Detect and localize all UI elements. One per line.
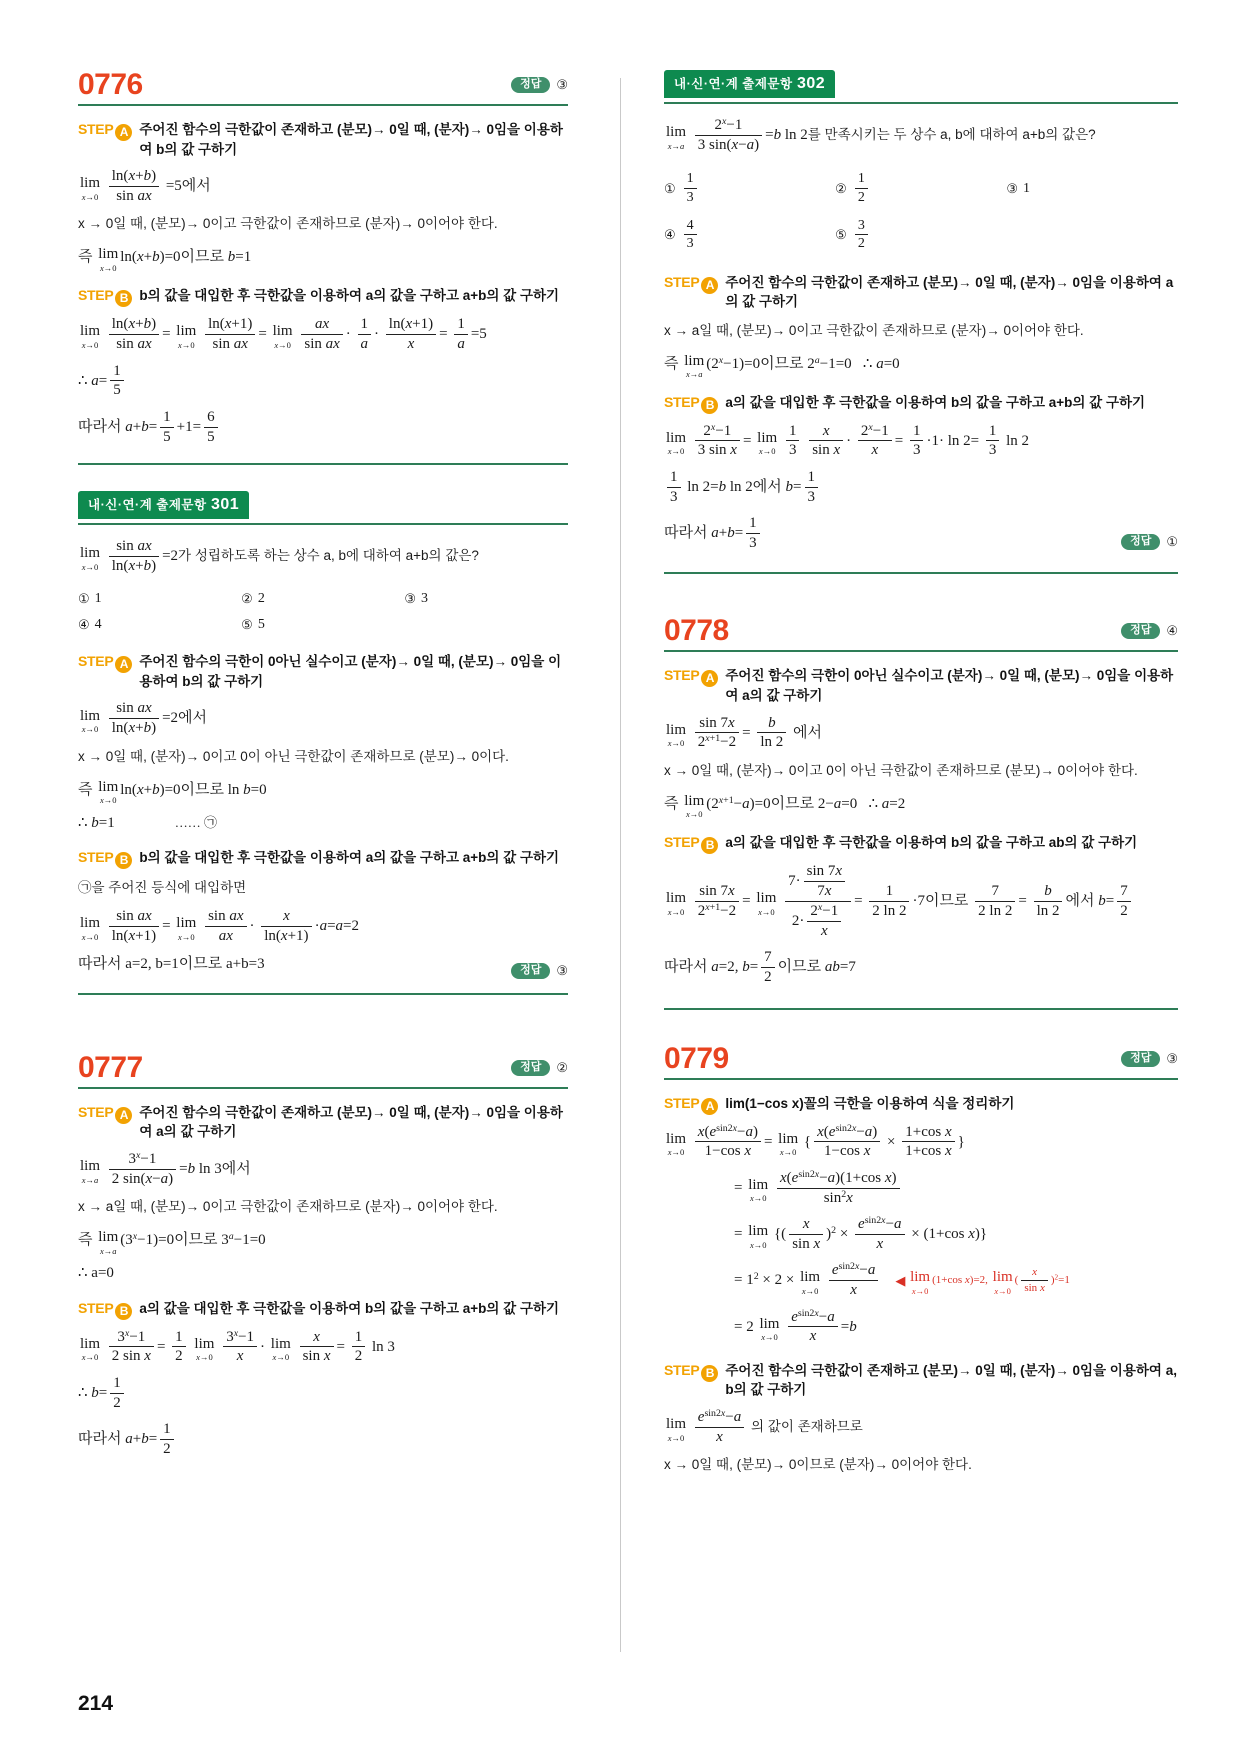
- step-b-0776: [78, 286, 568, 307]
- step-text: a의 값을 대입한 후 극한값을 이용하여 b의 값을 구하고 a+b의 값 구하기: [725, 394, 1146, 410]
- conclusion: 따라서 a+b= $\frac{1}{5}$ +1= $\frac{6}{5}$: [78, 408, 568, 447]
- answer-badge: [511, 1060, 568, 1076]
- problem-number: 0778: [664, 614, 729, 648]
- equation: lim x→a $\frac{3^x-1}{2 \sin(x-a)}$ =b ln 3에서: [80, 1150, 251, 1187]
- choice-4[interactable]: ④ $\frac{4}{3}$: [664, 217, 835, 254]
- step-b-302: [664, 393, 1178, 414]
- text-line-2: 즉 lim x→a $(2^x-1)=0$이므로 $2^a-1=0$ ∴ a=0: [664, 352, 900, 380]
- choices-301: [78, 586, 568, 638]
- step-badge-b: B: [701, 397, 718, 414]
- answer-badge: [1121, 623, 1178, 639]
- equation-2: lim x→0 $\frac{3^x-1}{\text{2 sin x}}$ = $\frac{1}{2}$ lim x→0 $\frac{3^x-1}{x}$ · lim x→0 $\frac{x}{\text{sin x}}$ = $\frac{1}{2}$ ln 3: [80, 1327, 395, 1365]
- section-rule: [664, 572, 1178, 574]
- naesin-tag: 내·신·연·계 출제문항 301: [78, 491, 249, 519]
- problem-header-0777: [78, 1050, 568, 1089]
- question-text: 를 만족시키는 두 상수 a, b에 대하여 a+b의 값은?: [807, 127, 1096, 143]
- answer-chip-label: 정답: [1121, 1051, 1160, 1067]
- conclusion: 따라서 a+b= $\frac{1}{2}$: [78, 1420, 568, 1459]
- equation: lim x→0 $\frac{\sin 7x}{2^{x+1}-2}$ = $\frac{b}{\ln 2}$ 에서: [666, 714, 823, 751]
- question-text: 가 성립하도록 하는 상수 a, b에 대하여 a+b의 값은?: [178, 548, 479, 564]
- section-rule: [78, 993, 568, 995]
- step-text: b의 값을 대입한 후 극한값을 이용하여 a의 값을 구하고 a+b의 값 구하기: [139, 288, 560, 304]
- equation-2: lim x→0 $\frac{\ln(x+b)}{\text{sin ax}}$ = lim x→0 $\frac{\ln(x+1)}{\text{sin ax}}$ = lim x→0 $\frac{ax}{\text{sin ax}}$ · $\frac{1}{a}$ · $\frac{\ln(x+1)}{x}$ = $\frac{1}{a}$ =5: [80, 316, 487, 353]
- step-label: STEP B: [664, 833, 718, 854]
- choices-302: [664, 165, 1178, 258]
- answer-value: ②: [556, 1059, 568, 1075]
- choice-2[interactable]: ② 2: [241, 591, 265, 607]
- step-badge-b: B: [115, 290, 132, 307]
- choice-3[interactable]: ③ 3: [404, 591, 428, 607]
- answer-value: ③: [556, 77, 568, 92]
- equation: lim x→0 $\frac{2^x-1}{\text{3 sin x}}$ = lim x→0 $\frac{1}{3}$ $\frac{x}{\text{sin x}}$ · $\frac{2^x-1}{x}$ = $\frac{1}{3}$ ·1· ln 2= $\frac{1}{3}$ ln 2: [666, 421, 1029, 459]
- step-a-302: [664, 273, 1178, 312]
- text-line: x → 0일 때, (분자)→ 0이고 0이 아닌 극한값이 존재하므로 (분모)→ 0이다.: [78, 748, 509, 764]
- right-column: [620, 70, 1240, 1682]
- text-line-2: 즉 lim x→0 ln(x+b)=0이므로 ln b=0: [78, 778, 267, 806]
- step-label: STEP B: [78, 1299, 132, 1320]
- text-line-3: ∴ a=0: [78, 1265, 114, 1282]
- equation-2: $\frac{1}{3}$ ln 2=b ln 2에서 b= $\frac{1}{3}$: [664, 468, 1178, 507]
- equation-5: = 2 lim x→0 $\frac{e^{sin2x}-a}{x}$ =b: [734, 1307, 857, 1345]
- step-text: 주어진 함수의 극한이 0아닌 실수이고 (분자)→ 0일 때, (분모)→ 0임을 이용하여 a의 값 구하기: [725, 668, 1174, 703]
- naesin-header-301: [78, 491, 568, 525]
- columns-container: [0, 70, 1240, 1682]
- naesin302-question: lim x→a $\frac{2^x-1}{3 \sin(x-a)}$ =b ln 2를 만족시키는 두 상수 a, b에 대하여 a+b의 값은?: [666, 116, 1096, 153]
- text-line-2: 즉 lim x→a $(3^x-1)=0$이므로 $3^a-1=0$: [78, 1229, 266, 1256]
- step-a-0779: [664, 1094, 1178, 1115]
- answer-chip-label: 정답: [1121, 623, 1160, 639]
- text-line: x → a일 때, (분모)→ 0이고 극한값이 존재하므로 (분자)→ 0이어야 한다.: [664, 322, 1084, 338]
- problem-header-0776: [78, 70, 568, 106]
- choice-1[interactable]: ① 1: [78, 591, 102, 607]
- step-badge-a: A: [115, 656, 132, 673]
- section-rule: [78, 463, 568, 465]
- text-line-3: ∴ b=1 …… ㉠: [78, 814, 218, 831]
- step-label: STEP B: [78, 286, 132, 307]
- step-label: STEP A: [78, 1103, 132, 1124]
- step-label: STEP A: [664, 666, 718, 687]
- text-line-2: x → 0일 때, (분모)→ 0이므로 (분자)→ 0이어야 한다.: [664, 1457, 972, 1473]
- step-text: a의 값을 대입한 후 극한값을 이용하여 b의 값을 구하고 ab의 값 구하기: [725, 834, 1138, 850]
- step-text: 주어진 함수의 극한값이 존재하고 (분모)→ 0일 때, (분자)→ 0임을 이용하여 a의 값 구하기: [139, 1104, 563, 1140]
- step-badge-b: B: [701, 837, 718, 854]
- equation: lim x→0 $\frac{x(e^{sin2x}-a)}{\text{1−cos x}}$ = lim x→0 { $\frac{x(e^{sin2x}-a)}{\text{1−cos x}}$ × $\frac{\text{1+cos x}}{\text{1+cos x}}$ }: [666, 1122, 965, 1160]
- problem-number: 0777: [78, 1050, 143, 1084]
- side-note: lim x→0 (1+cos x)=2, lim x→0 ( $\frac{x}{\text{sin x}}$ )$^2$=1: [910, 1266, 1070, 1296]
- conclusion: 따라서 a+b= $\frac{1}{3}$: [664, 514, 1178, 553]
- step-b-0777: [78, 1299, 568, 1320]
- step-badge-b: B: [701, 1365, 718, 1382]
- answer-value: ④: [1166, 623, 1178, 639]
- naesin301-question: lim x→0 $\frac{\text{sin ax}}{\ln(x+b)}$ =2가 성립하도록 하는 상수 a, b에 대하여 a+b의 값은?: [80, 538, 479, 574]
- answer-value: ③: [556, 962, 568, 978]
- text-line-2: 즉 lim x→0 ln(x+b)=0이므로 b=1: [78, 246, 252, 273]
- step-text: a의 값을 대입한 후 극한값을 이용하여 b의 값을 구하고 a+b의 값 구하기: [139, 1300, 560, 1316]
- naesin-tag: 내·신·연·계 출제문항 302: [664, 70, 835, 98]
- answer-value: ③: [1166, 1050, 1178, 1066]
- problem-header-0779: [664, 1041, 1178, 1080]
- left-column: [0, 70, 620, 1682]
- choice-3[interactable]: ③ 1: [1006, 180, 1030, 196]
- step-b-0779: [664, 1361, 1178, 1400]
- text-line-2: 즉 lim x→0 $(2^{x+1}-a)=0$이므로 2−a=0 ∴ a=2: [664, 792, 906, 820]
- step-label: STEP A: [664, 273, 718, 294]
- page-number: 214: [78, 1692, 114, 1715]
- step-b-301: [78, 848, 568, 869]
- conclusion: 따라서 a=2, b=1이므로 a+b=3: [78, 956, 265, 973]
- choice-5[interactable]: ⑤ $\frac{3}{2}$: [835, 217, 1006, 254]
- step-b-0778: [664, 833, 1178, 854]
- text-line: x → a일 때, (분모)→ 0이고 극한값이 존재하므로 (분자)→ 0이어야 한다.: [78, 1199, 498, 1215]
- choice-4[interactable]: ④ 4: [78, 617, 102, 633]
- answer-chip-label: 정답: [511, 963, 550, 979]
- step-label: STEP B: [664, 393, 718, 414]
- conclusion: 따라서 a=2, b= $\frac{7}{2}$ 이므로 ab=7: [664, 949, 856, 985]
- answer-badge: [511, 77, 568, 93]
- step-a-0777: [78, 1103, 568, 1142]
- equation-2: = lim x→0 $\frac{x(e^{sin2x}-a)(1+\cos x)}{\sin^2x}$: [734, 1169, 1178, 1208]
- answer-value: ①: [1166, 534, 1178, 550]
- equation-3: ∴ a= $\frac{1}{5}$: [78, 362, 568, 401]
- equation: lim x→0 $\frac{\ln(x+b)}{\text{sin ax}}$ =5에서: [80, 168, 211, 204]
- problem-number: 0779: [664, 1041, 729, 1075]
- step-badge-a: A: [701, 1098, 718, 1115]
- text-line-4: ㉠을 주어진 등식에 대입하면: [78, 880, 247, 896]
- step-label: STEP B: [664, 1361, 718, 1382]
- step-badge-a: A: [115, 124, 132, 141]
- equation: lim x→0 $\frac{\text{sin ax}}{\ln(x+b)}$ =2에서: [80, 700, 208, 737]
- step-text: 주어진 함수의 극한값이 존재하고 (분모)→ 0일 때, (분자)→ 0임을 이용하여 a, b의 값 구하기: [725, 1362, 1177, 1398]
- answer-chip-label: 정답: [1121, 534, 1160, 550]
- step-label: STEP A: [78, 120, 132, 141]
- step-badge-b: B: [115, 852, 132, 869]
- section-rule: [664, 1008, 1178, 1010]
- step-badge-a: A: [115, 1107, 132, 1124]
- problem-header-0778: [664, 616, 1178, 652]
- text-line: x → 0일 때, (분자)→ 0이고 0이 아닌 극한값이 존재하므로 (분모)→ 0이어야 한다.: [664, 762, 1138, 778]
- equation-3: = lim x→0 {( $\frac{x}{\text{sin x}}$ )$^2$ × $\frac{e^{sin2x}-a}{x}$ × (1+cos x)}: [734, 1215, 988, 1252]
- step-badge-b: B: [115, 1303, 132, 1320]
- step-label: STEP B: [78, 848, 132, 869]
- step-text: 주어진 함수의 극한값이 존재하고 (분모)→ 0일 때, (분자)→ 0임을 이용하여 a의 값 구하기: [725, 274, 1174, 310]
- step-text: b의 값을 대입한 후 극한값을 이용하여 a의 값을 구하고 a+b의 값 구하기: [139, 850, 560, 866]
- choice-2[interactable]: ② $\frac{1}{2}$: [835, 170, 1006, 207]
- choice-5[interactable]: ⑤ 5: [241, 617, 265, 633]
- answer-chip-label: 정답: [511, 1060, 550, 1076]
- step-label: STEP A: [78, 652, 132, 673]
- naesin-header-302: [664, 70, 1178, 104]
- step-a-301: [78, 652, 568, 691]
- equation-2: lim x→0 $\frac{\text{sin ax}}{\ln(x+1)}$ = lim x→0 $\frac{\text{sin ax}}{ax}$ · $\frac{x}{\ln(x+1)}$ ·a=a=2: [80, 908, 359, 944]
- text-line: x → 0일 때, (분모)→ 0이고 극한값이 존재하므로 (분자)→ 0이어야 한다.: [78, 216, 498, 232]
- step-text: 주어진 함수의 극한이 0아닌 실수이고 (분자)→ 0일 때, (분모)→ 0임을 이용하여 b의 값 구하기: [139, 654, 562, 689]
- step-text: lim(1−cos x)꼴의 극한을 이용하여 식을 정리하기: [725, 1095, 1015, 1111]
- step-label: STEP A: [664, 1094, 718, 1115]
- step-badge-a: A: [701, 670, 718, 687]
- equation-4: = $1^2 \times 2 \times \lim$ x→0 $\frac{e^{sin2x}-a}{x}$ ◀ lim x→0 (1+cos x)=2, lim x→0 ( $\frac{x}{\text{sin x}}$ )$^2$=1: [734, 1261, 1070, 1298]
- step-text: 주어진 함수의 극한값이 존재하고 (분모)→ 0일 때, (분자)→ 0임을 이용하여 b의 값 구하기: [139, 122, 563, 157]
- step-a-0778: [664, 666, 1178, 705]
- step-a-0776: [78, 120, 568, 159]
- equation-2: lim x→0 $\frac{\sin 7x}{2^{x+1}-2}$ = lim x→0 7· $\frac{\sin 7x}{7x}$ 2· $\frac{2^x-1}{x}$ = $\frac{1}{2 \ln 2}$ ·7이므로 $\frac{7}{2 \ln 2}$ = $\frac{b}{\ln 2}$ 에서 b= $\frac{7}{2}$: [664, 862, 1178, 942]
- text-line: 의 값이 존재하므로: [751, 1418, 863, 1434]
- problem-number: 0776: [78, 68, 143, 101]
- answer-chip-label: 정답: [511, 77, 550, 93]
- equation-6: lim x→0 $\frac{e^{sin2x}-a}{x}$ 의 값이 존재하므로: [666, 1407, 863, 1445]
- step-badge-a: A: [701, 277, 718, 294]
- equation-3: ∴ b= $\frac{1}{2}$: [78, 1374, 568, 1413]
- choice-1[interactable]: ① $\frac{1}{3}$: [664, 170, 835, 207]
- answer-badge: [1121, 1051, 1178, 1067]
